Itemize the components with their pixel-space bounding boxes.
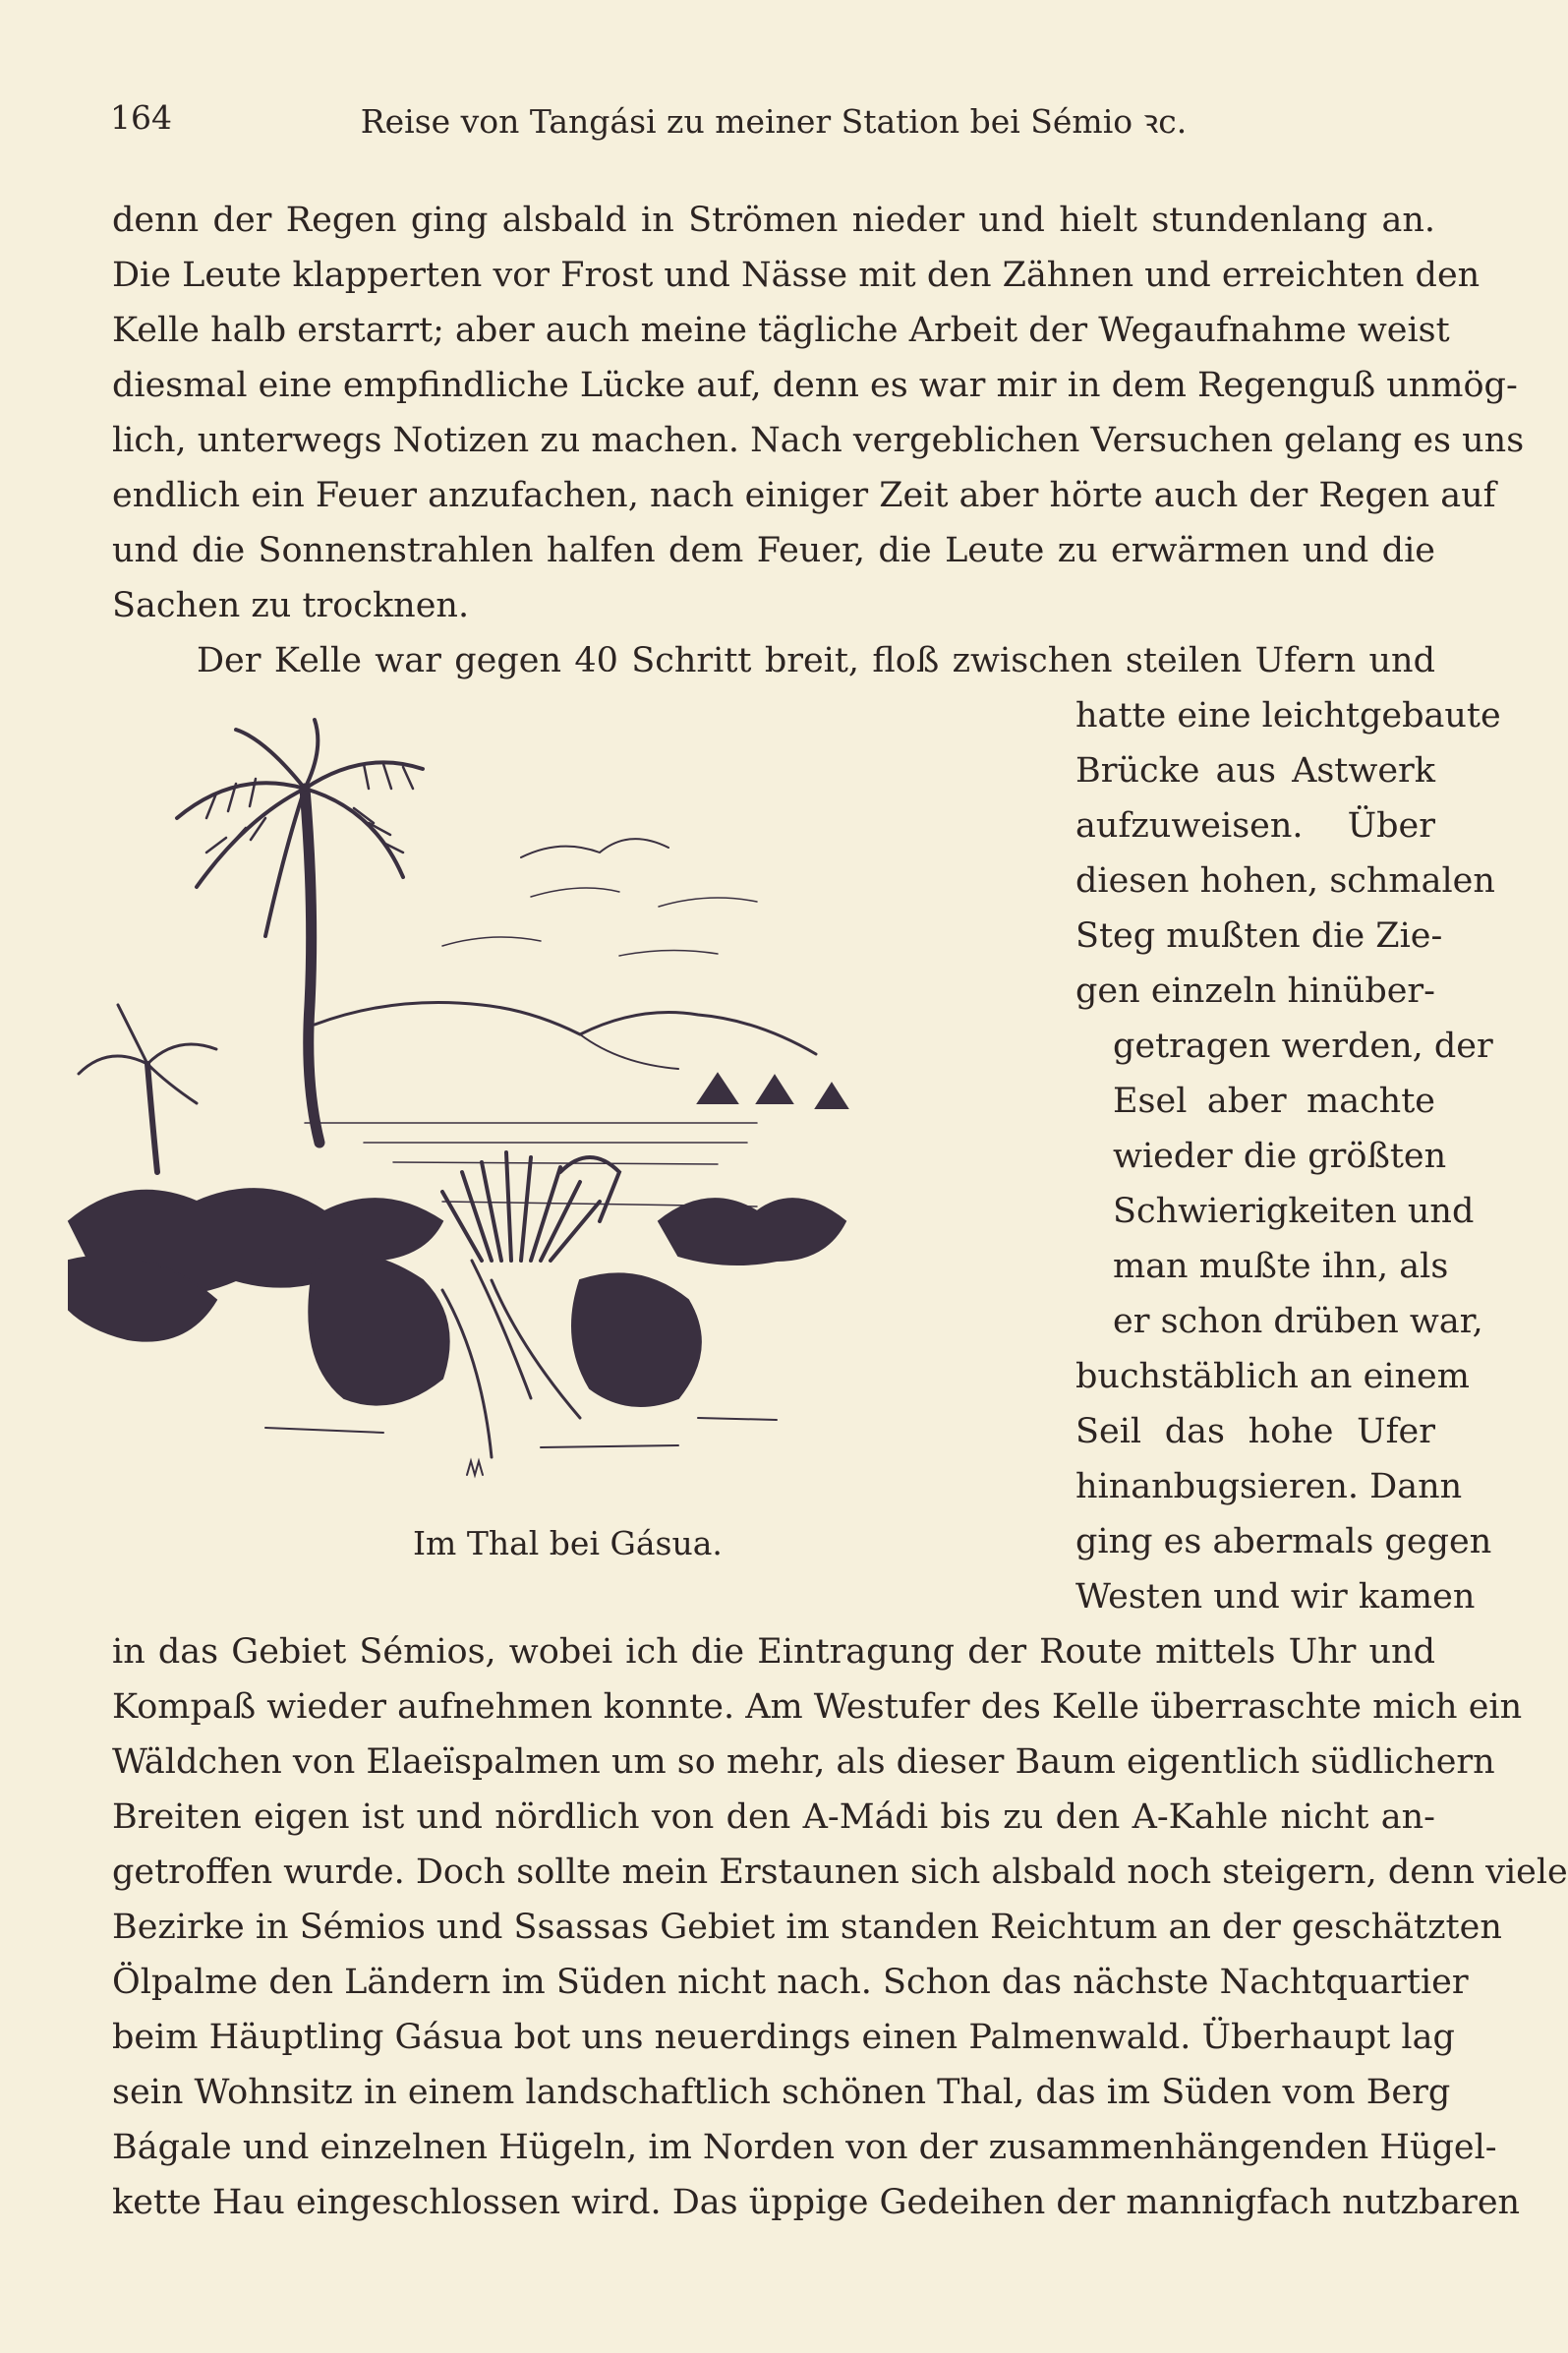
side-text-line: hinanbugsieren. Dann (1075, 1467, 1463, 1506)
text-line: und die Sonnenstrahlen halfen dem Feuer, die Leute zu erwärmen und die (112, 531, 1435, 570)
side-text-line: Schwierigkeiten und (1113, 1192, 1475, 1231)
side-text-line: Seil das hohe Ufer (1075, 1412, 1435, 1451)
text-line: Kelle halb erstarrt; aber auch meine tägliche Arbeit der Wegaufnahme weist (112, 311, 1450, 350)
side-text-line: Brücke aus Astwerk (1075, 751, 1435, 791)
side-text-line: gen einzeln hinüber- (1075, 971, 1435, 1011)
text-line: Bágale und einzelnen Hügeln, im Norden von der zusammenhängenden Hügel- (112, 2128, 1497, 2167)
text-line: Breiten eigen ist und nördlich von den A-Mádi bis zu den A-Kahle nicht an- (112, 1797, 1435, 1837)
side-text-line: ging es abermals gegen (1075, 1522, 1492, 1561)
side-text-line: wieder die größten (1113, 1137, 1447, 1176)
running-title: Reise von Tangási zu meiner Station bei Sémio ꝛc. (360, 102, 1188, 141)
landscape-illustration (69, 710, 1062, 1506)
text-line: Bezirke in Sémios und Ssassas Gebiet im standen Reichtum an der geschätzten (112, 1908, 1502, 1947)
text-line: endlich ein Feuer anzufachen, nach einiger Zeit aber hörte auch der Regen auf (112, 476, 1496, 515)
text-line: denn der Regen ging alsbald in Strömen nieder und hielt stundenlang an. (112, 201, 1435, 240)
figure-caption: Im Thal bei Gásua. (413, 1524, 723, 1562)
side-text-line: aufzuweisen. Über (1075, 806, 1435, 846)
page-number: 164 (110, 98, 172, 137)
side-text-line: buchstäblich an einem (1075, 1357, 1470, 1396)
text-line: Sachen zu trocknen. (112, 586, 470, 625)
side-text-line: man mußte ihn, als (1113, 1247, 1449, 1286)
text-line: getroffen wurde. Doch sollte mein Erstaunen sich alsbald noch steigern, denn viele (112, 1853, 1568, 1892)
side-text-line: hatte eine leichtgebaute (1075, 696, 1501, 735)
text-line: Wäldchen von Elaeïspalmen um so mehr, als dieser Baum eigentlich südlichern (112, 1742, 1495, 1782)
side-text-line: Esel aber machte (1113, 1082, 1435, 1121)
side-text-line: Steg mußten die Zie- (1075, 916, 1443, 956)
side-text-line: diesen hohen, schmalen (1075, 861, 1495, 901)
text-line: sein Wohnsitz in einem landschaftlich schönen Thal, das im Süden vom Berg (112, 2073, 1451, 2112)
text-line: diesmal eine empfindliche Lücke auf, denn es war mir in dem Regenguß unmög- (112, 366, 1518, 405)
text-line: Ölpalme den Ländern im Süden nicht nach. Schon das nächste Nachtquartier (112, 1963, 1469, 2002)
page-header (110, 98, 1437, 147)
text-line: in das Gebiet Sémios, wobei ich die Eintragung der Route mittels Uhr und (112, 1632, 1435, 1672)
text-line: beim Häuptling Gásua bot uns neuerdings einen Palmenwald. Überhaupt lag (112, 2018, 1455, 2057)
text-line: Der Kelle war gegen 40 Schritt breit, floß zwischen steilen Ufern und (197, 641, 1435, 680)
side-text-line: getragen werden, der (1113, 1027, 1493, 1066)
text-line: kette Hau eingeschlossen wird. Das üppige Gedeihen der mannigfach nutzbaren (112, 2183, 1521, 2222)
text-line: lich, unterwegs Notizen zu machen. Nach vergeblichen Versuchen gelang es uns (112, 421, 1525, 460)
side-text-line: er schon drüben war, (1113, 1302, 1483, 1341)
side-text-line: Westen und wir kamen (1075, 1577, 1476, 1617)
text-line: Kompaß wieder aufnehmen konnte. Am Westufer des Kelle überraschte mich ein (112, 1687, 1523, 1727)
engraving-image (69, 710, 1062, 1506)
text-line: Die Leute klapperten vor Frost und Nässe mit den Zähnen und erreichten den (112, 256, 1481, 295)
